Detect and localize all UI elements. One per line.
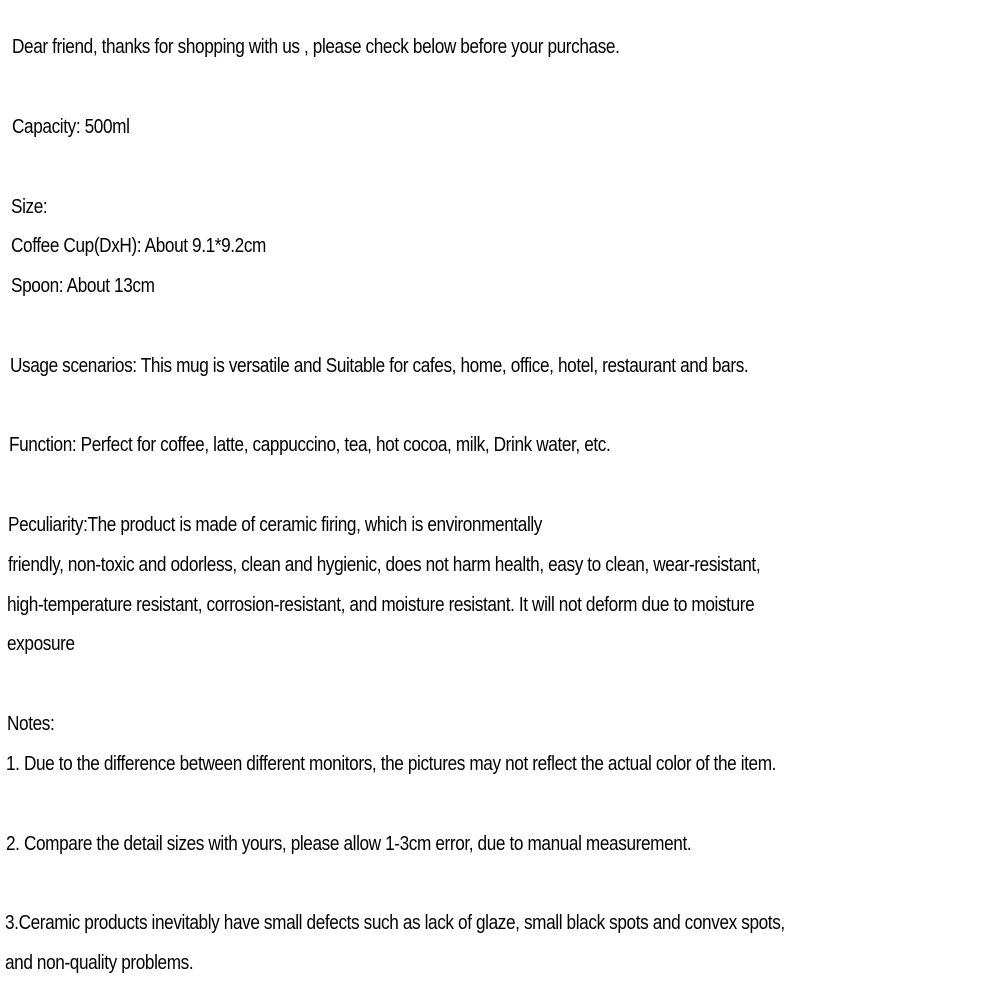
- note-3-text-line-2: and non-quality problems.: [5, 952, 194, 974]
- note-1-text: 1. Due to the difference between different monitors, the pictures may not reflect the actual color of the item.: [6, 753, 777, 775]
- peculiarity-text-line-3: high-temperature resistant, corrosion-resistant, and moisture resistant. It will not deform due to moisture: [7, 594, 755, 616]
- size-heading: Size:: [11, 196, 48, 218]
- greeting-text: Dear friend, thanks for shopping with us , please check below before your purchase.: [12, 36, 620, 58]
- note-3-text-line-1: 3.Ceramic products inevitably have small defects such as lack of glaze, small black spots and convex spots,: [5, 912, 785, 934]
- notes-heading: Notes:: [7, 713, 55, 735]
- note-2-text: 2. Compare the detail sizes with yours, please allow 1-3cm error, due to manual measurement.: [6, 833, 692, 855]
- coffee-cup-size-text: Coffee Cup(DxH): About 9.1*9.2cm: [11, 235, 266, 257]
- peculiarity-text-line-4: exposure: [7, 633, 75, 655]
- peculiarity-text-line-2: friendly, non-toxic and odorless, clean and hygienic, does not harm health, easy to clean, wear-resistant,: [8, 554, 761, 576]
- usage-scenarios-text: Usage scenarios: This mug is versatile and Suitable for cafes, home, office, hotel, restaurant and bars.: [10, 355, 749, 377]
- function-text: Function: Perfect for coffee, latte, cappuccino, tea, hot cocoa, milk, Drink water, etc.: [9, 434, 611, 456]
- capacity-text: Capacity: 500ml: [12, 116, 130, 138]
- spoon-size-text: Spoon: About 13cm: [11, 275, 155, 297]
- peculiarity-text-line-1: Peculiarity:The product is made of ceramic firing, which is environmentally: [8, 514, 543, 536]
